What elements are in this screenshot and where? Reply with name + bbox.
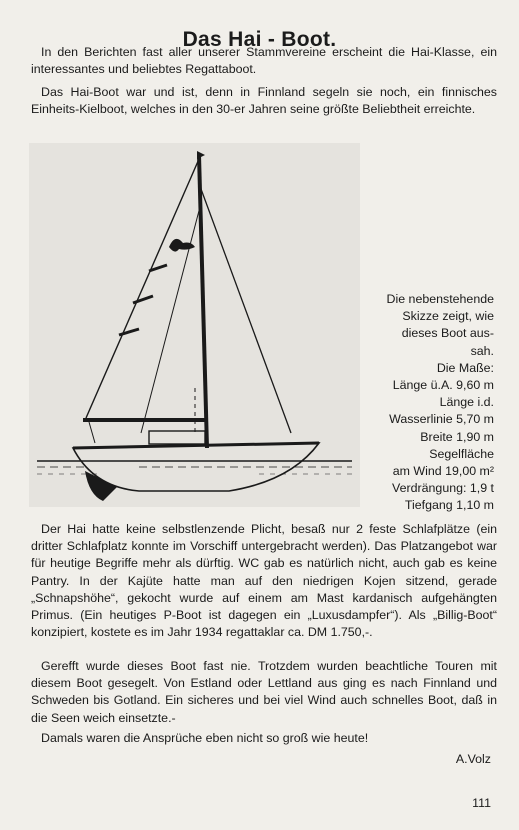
batten <box>119 329 139 335</box>
specs-line: Skizze zeigt, wie <box>402 309 494 324</box>
specs-line: Breite 1,90 m <box>420 429 494 444</box>
page-number: 111 <box>472 796 491 810</box>
sailboat-sketch-icon <box>29 143 360 507</box>
specs-line: Die nebenstehende <box>386 292 494 306</box>
paragraph-interior: Der Hai hatte keine selbstlenzende Plicht, besaß nur 2 feste Schlafplätze (ein dritter Schlafplatz konnte im Vorschiff untergebracht werden). Das Platzangebot war für heutige Begriffe mehr als dürftig. WC gab es natürlich nicht, auch gab es keine Pantry. In der Kajüte hatte man auf den niedrigen Kojen sitzend, gerade „Schnapshöhe“, gekocht wurde auf einem am Mast kardanisch aufgehängten Primus. (Ein heutiges P-Boot ist dagegen ein „Luxusdampfer“). Als „Billig-Boot“ konzipiert, kostete es im Jahr 1934 regattaklar ca. DM 1.750,-. <box>31 522 497 640</box>
mast <box>199 155 207 448</box>
paragraph-intro: In den Berichten fast aller unserer Stammvereine erscheint die Hai-Klasse, ein interessantes und beliebtes Regattaboot. <box>31 45 497 77</box>
cabin <box>149 431 205 444</box>
shroud <box>141 203 201 433</box>
specs-line: Tiefgang 1,10 m <box>404 498 494 513</box>
specs-line: Die Maße: <box>436 360 494 375</box>
author: A.Volz <box>455 752 491 766</box>
specs-line: sah. <box>470 343 494 358</box>
mainsail-leech <box>86 159 199 418</box>
specs-line: Länge ü.A. 9,60 m <box>392 378 494 393</box>
sailboat-sketch <box>29 143 360 507</box>
mainsheet <box>89 422 95 443</box>
boat-specs <box>362 291 494 515</box>
specs-line: Verdrängung: 1,9 t <box>392 481 494 496</box>
specs-line: Wasserlinie 5,70 m <box>389 412 494 427</box>
specs-line: Länge i.d. <box>439 395 494 410</box>
specs-line: am Wind 19,00 m² <box>392 464 494 479</box>
keel <box>85 471 117 501</box>
paragraph-closing: Damals waren die Ansprüche eben nicht so groß wie heute! <box>41 731 369 745</box>
specs-line: Segelfläche <box>429 446 494 461</box>
page-title: Das Hai - Boot. <box>182 28 337 52</box>
paragraph-voyages: Gerefft wurde dieses Boot fast nie. Trotzdem wurden beachtliche Touren mit diesem Boot gesegelt. Von Estland oder Lettland aus ging es nach Finnland und Schweden bis Gotland. Ein sicheres und bei viel Wind auch schnelles Boot, daß in die Seen weich einsetzte.- <box>31 659 497 725</box>
paragraph-history: Das Hai-Boot war und ist, denn in Finnland segeln sie noch, ein finnisches Einheits-Kielboot, welches in den 30-er Jahren seine größte Beliebtheit erreichte. <box>31 85 497 117</box>
forestay <box>201 189 291 433</box>
batten <box>133 296 153 303</box>
specs-line: dieses Boot aus- <box>401 326 494 341</box>
